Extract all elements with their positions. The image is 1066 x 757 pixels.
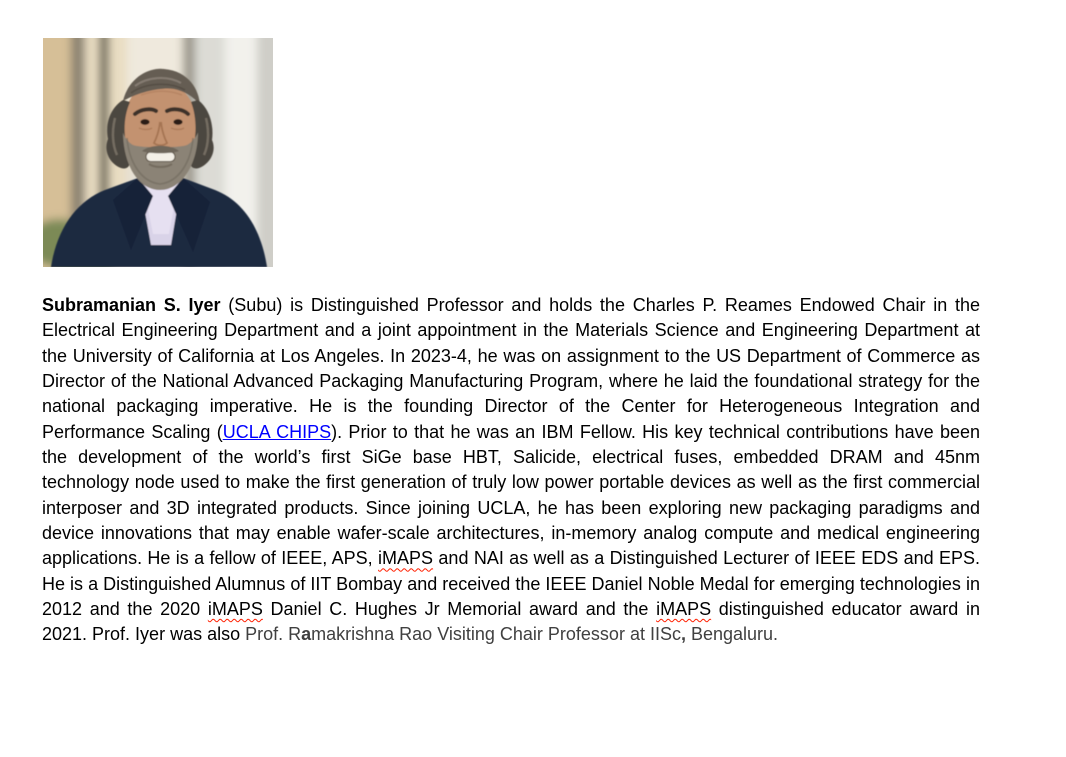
portrait-photo-illustration (43, 38, 273, 267)
misspelled-word-imaps: iMAPS (207, 599, 263, 620)
bio-paragraph (42, 293, 980, 648)
bio-gray-bold-char: a (301, 624, 312, 645)
bio-text-segment: distinguished educator award in 2021. Prof. Iyer was also (42, 599, 980, 645)
bio-text-segment: Daniel C. Hughes Jr Memorial award and the (262, 599, 657, 620)
bio-text-segment: (Subu) is Distinguished Professor and holds the Charles P. Reames Endowed Chair in the Electrical Engineering Department and a joint appointment in the Materials Science and Engineering Department at the University of California at Los Angeles. In 2023-4, he was on assignment to the US Department of Commerce as Director of the National Advanced Packaging Manufacturing Program, where he laid the foundational strategy for the national packaging imperative. He is the founding Director of the Center for Heterogeneous Integration and Performance Scaling ( (42, 295, 980, 442)
bio-gray-segment: Bengaluru. (685, 624, 779, 645)
bio-gray-segment: makrishna Rao Visiting Chair Professor at IISc (311, 624, 681, 645)
profile-photo (43, 38, 273, 267)
bio-text-segment: and NAI as well as a Distinguished Lecturer of IEEE EDS and EPS. He is a Distinguished Alumnus of IIT Bombay and received the IEEE Daniel Noble Medal for emerging technologies in 2012 and the 2020 (42, 548, 981, 620)
bio-name-bold: Subramanian S. Iyer (42, 295, 221, 315)
bio-text-segment: ). Prior to that he was an IBM Fellow. His key technical contributions have been the development of the world’s first SiGe base HBT, Salicide, electrical fuses, embedded DRAM and 45nm technology node used to make the first generation of truly low power portable devices as well as the first commercial interposer and 3D integrated products. Since joining UCLA, he has been exploring new packaging paradigms and device innovations that may enable wafer-scale architectures, in-memory analog compute and medical engineering applications. He is a fellow of IEEE, APS, (42, 421, 980, 569)
misspelled-word-imaps: iMAPS (378, 548, 434, 569)
bio-gray-bold-char: , (680, 624, 686, 645)
ucla-chips-link[interactable]: UCLA CHIPS (222, 421, 332, 442)
misspelled-word-imaps: iMAPS (656, 599, 712, 620)
bio-gray-segment: Prof. R (245, 624, 302, 645)
